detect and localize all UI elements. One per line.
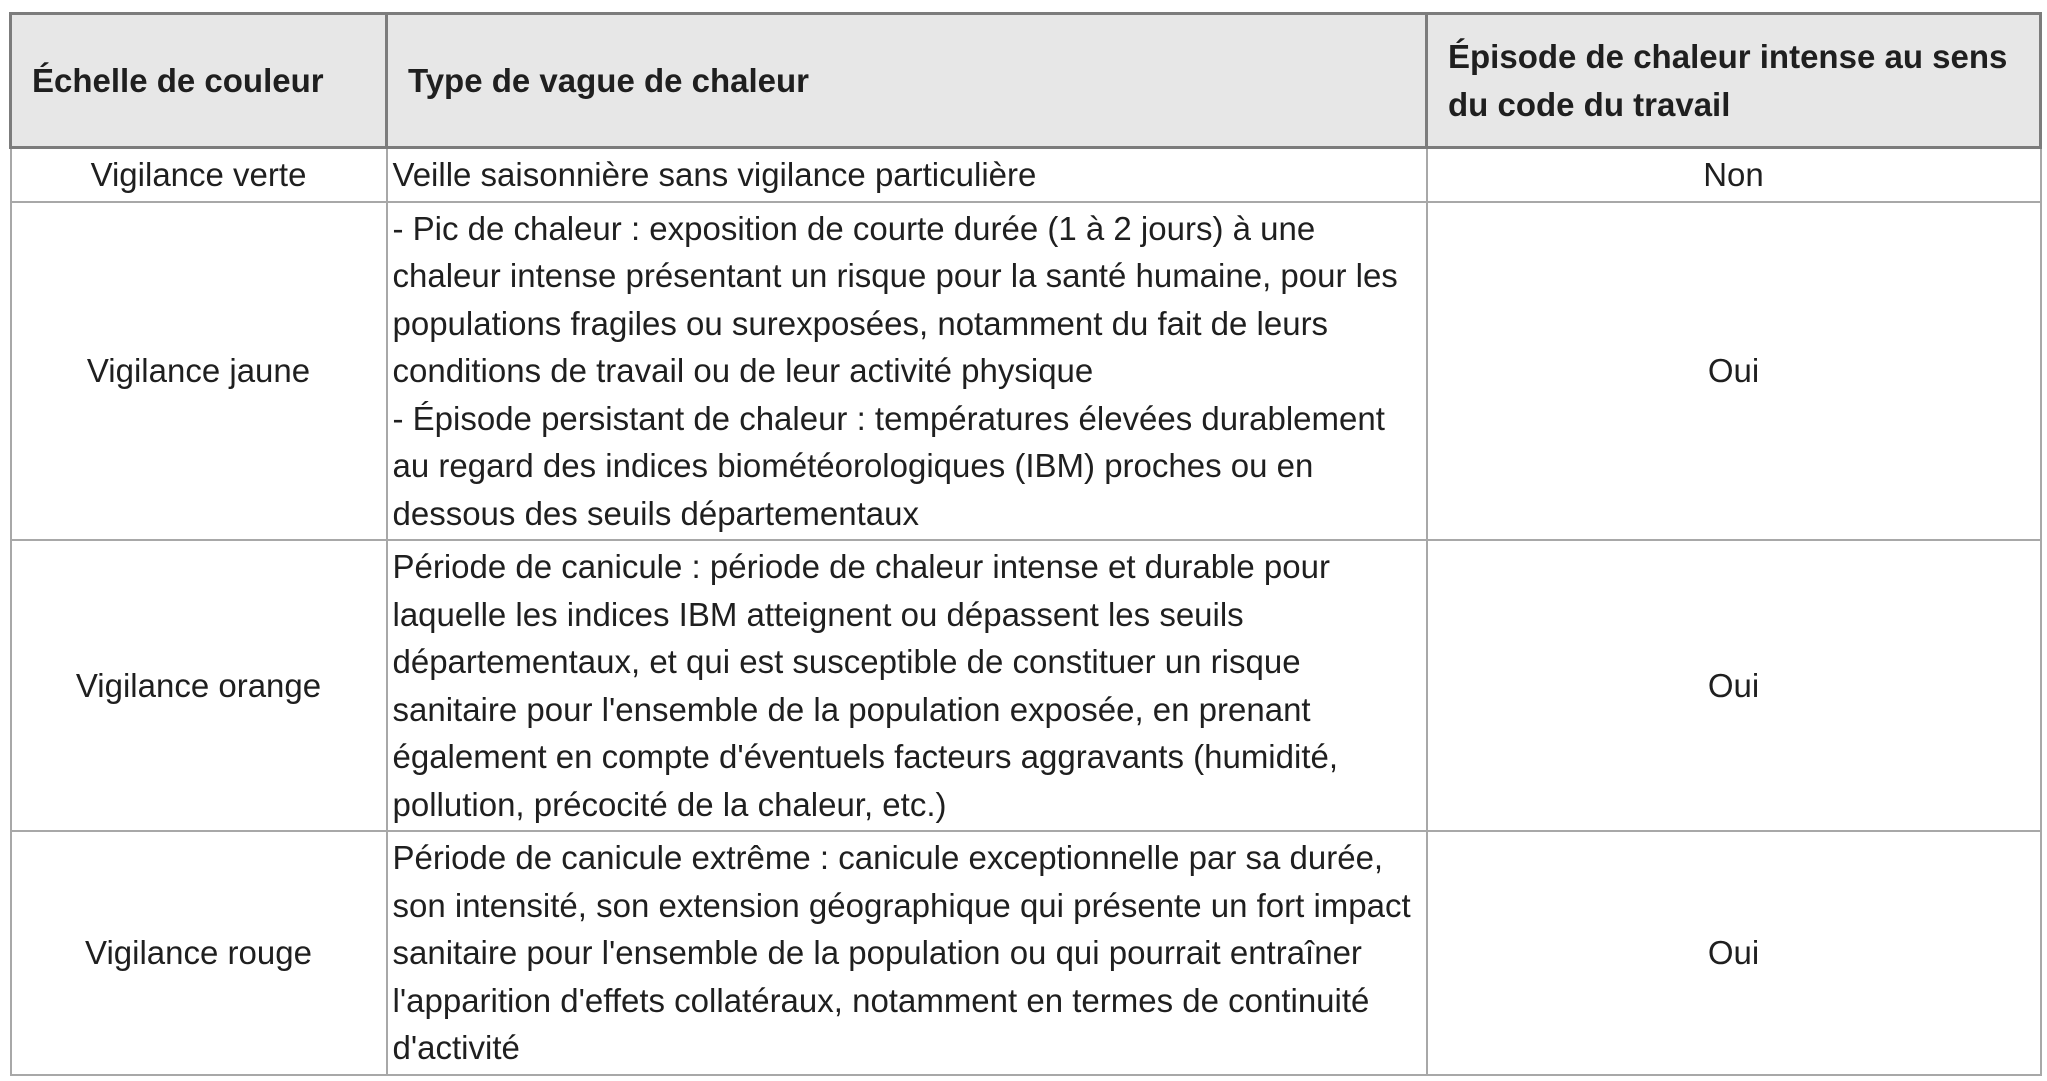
heatwave-type-text: Période de canicule : période de chaleur intense et durable pour laquelle les indices IBM atteignent ou dépassent les seuils départementaux, et qui est susceptible de constituer un risque sanitaire pour l'ensemble de la population exposée, en prenant également en compte d'éventuels facteurs aggravants (humidité, pollution, précocité de la chaleur, etc.)	[392, 548, 1339, 823]
vigilance-level-cell: Vigilance orange	[11, 540, 387, 831]
heatwave-type-cell	[387, 831, 1427, 1075]
vigilance-level-cell: Vigilance rouge	[11, 831, 387, 1075]
heatwave-type-text: Veille saisonnière sans vigilance particulière	[392, 156, 1037, 193]
table-row	[11, 831, 2041, 1075]
intense-episode-cell: Non	[1427, 148, 2041, 202]
vigilance-level-cell: Vigilance verte	[11, 148, 387, 202]
intense-episode-cell: Oui	[1427, 831, 2041, 1075]
heatwave-type-cell	[387, 148, 1427, 202]
intense-episode-cell: Oui	[1427, 540, 2041, 831]
heatwave-type-cell	[387, 540, 1427, 831]
header-heatwave-type: Type de vague de chaleur	[387, 14, 1427, 148]
heatwave-type-text: - Pic de chaleur : exposition de courte durée (1 à 2 jours) à une chaleur intense présentant un risque pour la santé humaine, pour les populations fragiles ou surexposées, notamment du fait de leurs conditions de travail ou de leur activité physique	[392, 209, 1398, 389]
heatwave-type-cell	[387, 202, 1427, 541]
header-intense-heat-episode: Épisode de chaleur intense au sens du code du travail	[1427, 14, 2041, 148]
heatwave-type-text: Période de canicule extrême : canicule exceptionnelle par sa durée, son intensité, son extension géographique qui présente un fort impact sanitaire pour l'ensemble de la population ou qui pourrait entraîner l'apparition d'effets collatéraux, notamment en termes de continuité d'activité	[392, 839, 1411, 1066]
table-row	[11, 202, 2041, 541]
heatwave-vigilance-table	[9, 12, 2042, 1076]
table-body	[11, 148, 2041, 1075]
intense-episode-cell: Oui	[1427, 202, 2041, 541]
header-row	[11, 14, 2041, 148]
table-header	[11, 14, 2041, 148]
heatwave-type-text: - Épisode persistant de chaleur : températures élevées durablement au regard des indices biométéorologiques (IBM) proches ou en dessous des seuils départementaux	[392, 399, 1385, 532]
table-row	[11, 148, 2041, 202]
vigilance-level-cell: Vigilance jaune	[11, 202, 387, 541]
header-color-scale: Échelle de couleur	[11, 14, 387, 148]
table-row	[11, 540, 2041, 831]
